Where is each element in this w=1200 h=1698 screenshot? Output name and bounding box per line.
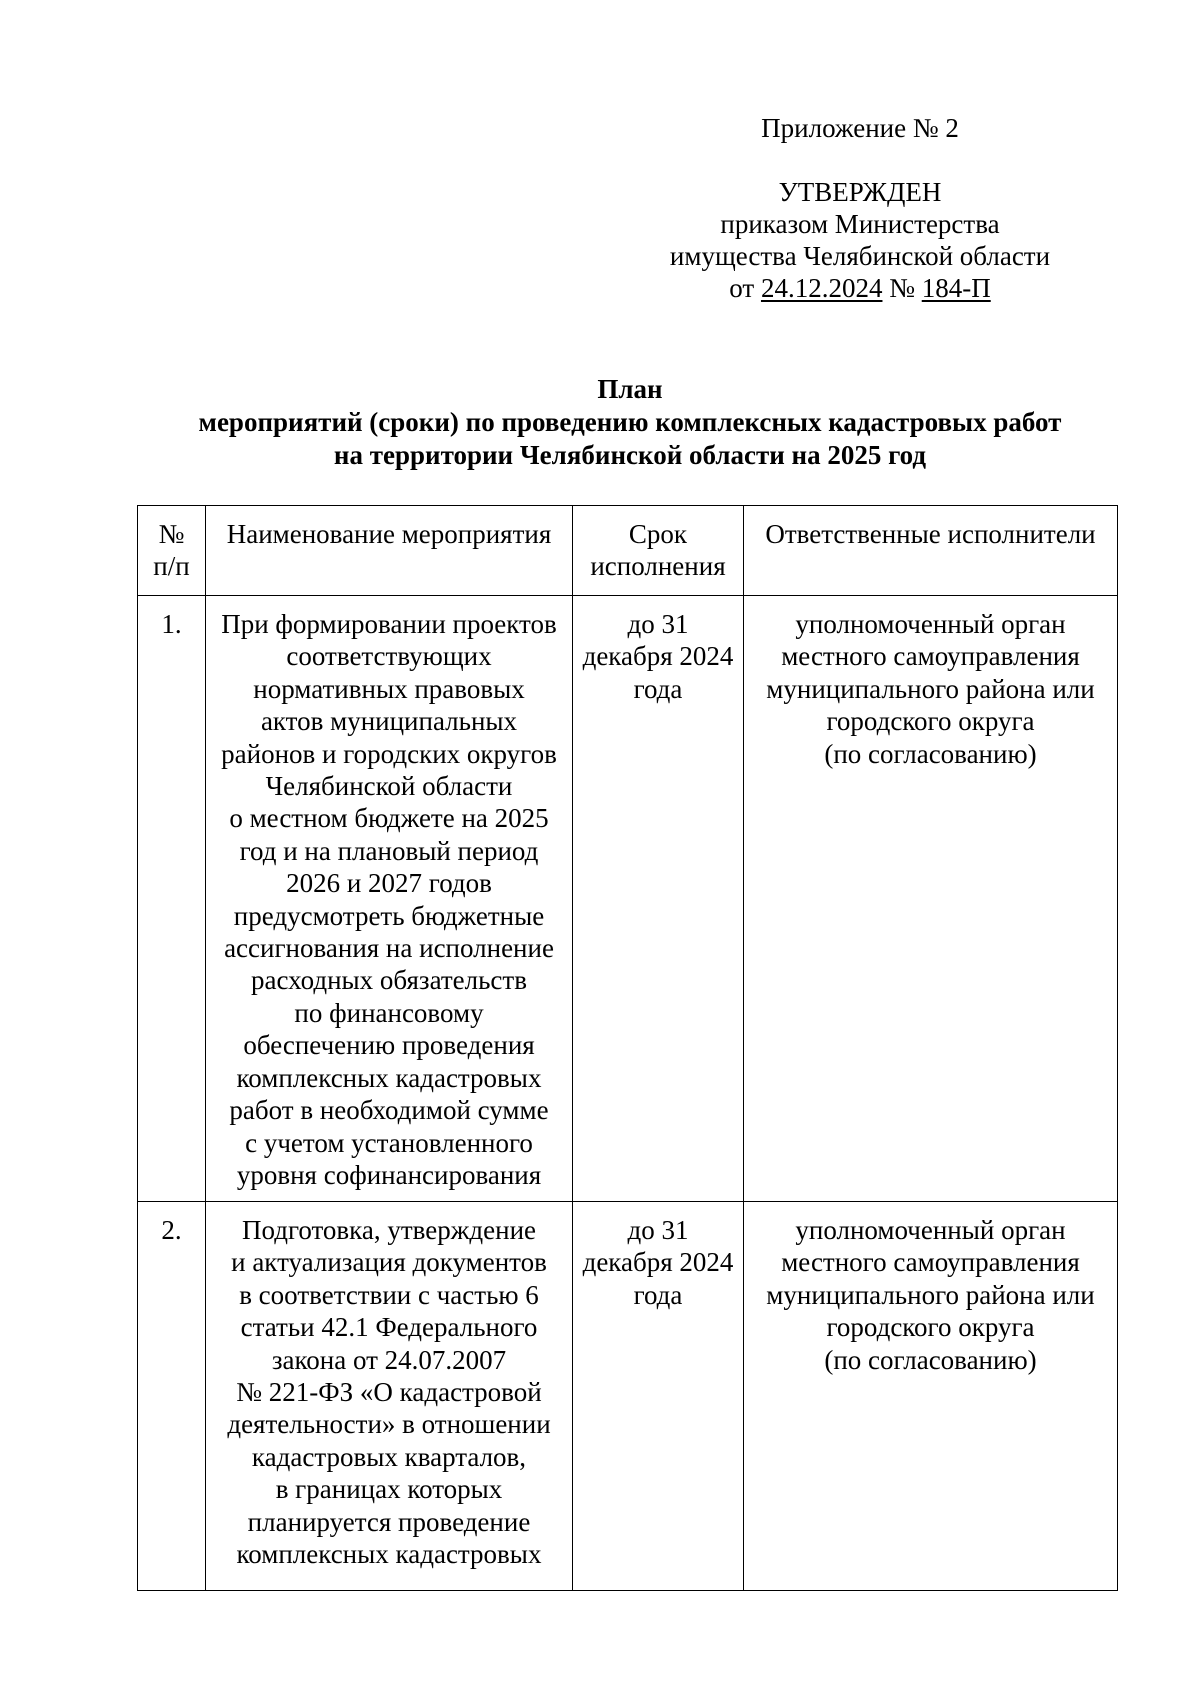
cell-text-line: декабря 2024	[582, 1247, 734, 1278]
cell-text-line: в границах которых	[275, 1474, 503, 1505]
deadline-cell	[573, 1202, 744, 1591]
appendix-label: Приложение № 2	[761, 113, 959, 143]
cell-text-line: планируется проведение	[247, 1506, 531, 1537]
plan-title-line-1: План	[597, 374, 663, 404]
activity-name-cell	[206, 1202, 573, 1591]
cell-text-line: При формировании проектов	[221, 609, 557, 639]
order-line-1: приказом Министерства	[720, 209, 1000, 239]
cell-text-line: №	[158, 519, 185, 549]
number-sign: №	[889, 273, 915, 303]
cell-text-line: п/п	[153, 551, 190, 582]
deadline-cell	[573, 596, 744, 1202]
order-number: 184-П	[921, 273, 991, 303]
cell-text-line: предусмотреть бюджетные	[233, 900, 545, 931]
plan-title	[100, 373, 1160, 472]
date-prefix: от	[729, 273, 755, 303]
cell-text-line: деятельности» в отношении	[227, 1409, 551, 1440]
cell-text-line: муниципального района или	[766, 1279, 1095, 1310]
cell-text-line: закона от 24.07.2007	[271, 1344, 507, 1375]
cell-text-line: работ в необходимой сумме	[229, 1095, 549, 1126]
cell-text-line: (по согласованию)	[824, 738, 1037, 769]
cell-text-line: актов муниципальных	[260, 706, 518, 737]
responsible-cell	[744, 1202, 1118, 1591]
cell-text-line: уполномоченный орган	[795, 1215, 1066, 1245]
cell-text-line: местного самоуправления	[781, 1247, 1080, 1278]
row-number-cell: 1.	[138, 596, 206, 1202]
activity-name-cell	[206, 596, 573, 1202]
table-header-row	[138, 506, 1118, 596]
cell-text-line: и актуализация документов	[231, 1247, 547, 1278]
cell-text-line: (по согласованию)	[824, 1344, 1037, 1375]
cell-text-line: кадастровых кварталов,	[251, 1441, 527, 1472]
cell-text-line: года	[633, 673, 683, 704]
cell-text-line: муниципального района или	[766, 673, 1095, 704]
cell-text-line: комплексных кадастровых	[236, 1539, 542, 1570]
header-responsible	[744, 506, 1118, 596]
row-number-cell: 2.	[138, 1202, 206, 1591]
cell-text-line: Челябинской области	[265, 771, 513, 802]
cell-text-line: городского округа	[826, 706, 1035, 737]
cell-text-line: о местном бюджете на 2025	[229, 803, 549, 834]
cell-text-line: Ответственные исполнители	[765, 519, 1096, 549]
cell-text-line: до 31	[627, 1215, 689, 1245]
order-date: 24.12.2024	[760, 273, 883, 303]
cell-text-line: уполномоченный орган	[795, 609, 1066, 639]
order-line-2: имущества Челябинской области	[669, 241, 1051, 271]
cell-text-line: местного самоуправления	[781, 641, 1080, 672]
cell-text-line: уровня софинансирования	[236, 1159, 542, 1190]
cell-text-line: нормативных правовых	[253, 673, 525, 704]
cell-text-line: до 31	[627, 609, 689, 639]
cell-text-line: Наименование мероприятия	[226, 519, 552, 549]
order-date-line	[650, 272, 1070, 304]
cell-text-line: декабря 2024	[582, 641, 734, 672]
cell-text-line: исполнения	[590, 551, 726, 582]
header-num	[138, 506, 206, 596]
cell-text-line: районов и городских округов	[221, 738, 557, 769]
cell-text-line: комплексных кадастровых	[236, 1062, 542, 1093]
cell-text-line: года	[633, 1279, 683, 1310]
plan-title-line-2: мероприятий (сроки) по проведению комплексных кадастровых работ	[198, 407, 1062, 437]
cell-text-line: расходных обязательств	[251, 965, 527, 996]
cell-text-line: статьи 42.1 Федерального	[240, 1312, 538, 1343]
cell-text-line: обеспечению проведения	[243, 1030, 535, 1061]
cell-text-line: с учетом установленного	[245, 1127, 533, 1158]
plan-title-line-3: на территории Челябинской области на 2025 год	[333, 440, 927, 470]
cell-text-line: год и на плановый период	[239, 835, 539, 866]
responsible-cell	[744, 596, 1118, 1202]
header-name	[206, 506, 573, 596]
cell-text-line: в соответствии с частью 6	[239, 1279, 539, 1310]
cell-text-line: соответствующих	[286, 641, 492, 672]
cell-text-line: городского округа	[826, 1312, 1035, 1343]
cell-text-line: № 221-ФЗ «О кадастровой	[236, 1377, 542, 1408]
cell-text-line: 2026 и 2027 годов	[286, 868, 492, 899]
approval-block	[650, 112, 1070, 304]
table-row	[138, 1202, 1118, 1591]
cell-text-line: ассигнования на исполнение	[224, 933, 554, 964]
cell-text-line: Срок	[628, 519, 688, 549]
approved-stamp-text: УТВЕРЖДЕН	[778, 177, 942, 207]
cell-text-line: Подготовка, утверждение	[241, 1215, 537, 1245]
plan-table	[137, 505, 1118, 1591]
header-deadline	[573, 506, 744, 596]
cell-text-line: по финансовому	[294, 997, 484, 1028]
table-row	[138, 596, 1118, 1202]
